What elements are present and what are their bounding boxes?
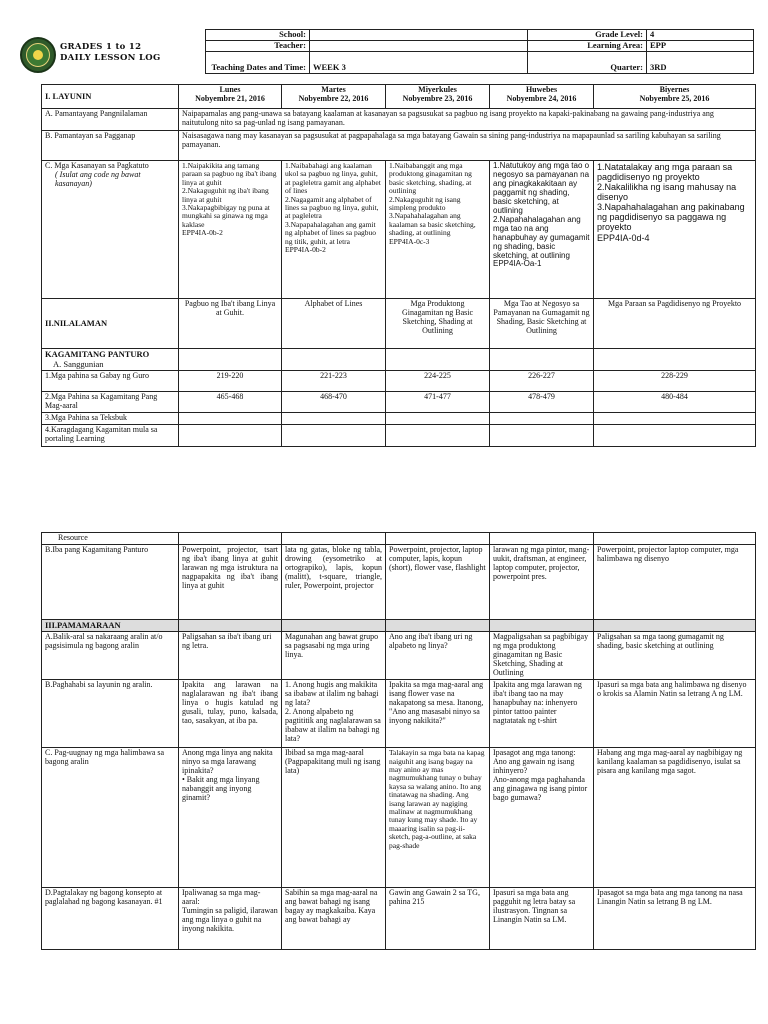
teaching-dates-label: Teaching Dates and Time: bbox=[206, 52, 310, 74]
empty-cell bbox=[282, 349, 386, 371]
empty-cell bbox=[386, 424, 490, 446]
day-header: Miyerkules Nobyembre 23, 2016 bbox=[386, 85, 490, 109]
school-label: School: bbox=[206, 30, 310, 41]
procedure-cell: Anong mga linya ang nakita ninyo sa mga larawang ipinakita? • Bakit ang mga linyang nabanggit ang inyong ginamit? bbox=[179, 748, 282, 888]
title-line-2: DAILY LESSON LOG bbox=[60, 53, 161, 64]
procedure-cell: Ipakita sa mga mag-aaral ang isang flower vase na nakapatong sa mesa. Itanong, "Ano ang masasabi ninyo sa inyong nakikita?" bbox=[386, 680, 490, 748]
empty-cell bbox=[179, 412, 282, 424]
row-label: B.Paghahabi sa layunin ng aralin. bbox=[42, 680, 179, 748]
day-header: Lunes Nobyembre 21, 2016 bbox=[179, 85, 282, 109]
empty-cell bbox=[490, 412, 594, 424]
kasanayan-cell: 1.Natutukoy ang mga tao o negosyo sa pamayanan na ang pinagkakakitaan ay paggamit ng shading, basic sketching, at outlining 2.Napahahalagahan ang mga tao na ang hanapbuhay ay gumagamit ng shading, basic sketching, at outlining EPP4IA-Oa-1 bbox=[490, 161, 594, 299]
nilalaman-cell: Mga Tao at Negosyo sa Pamayanan na Gumagamit ng Shading, Basic Sketching at Outlining bbox=[490, 299, 594, 349]
lesson-log-table-page-1 bbox=[41, 84, 756, 447]
empty-cell bbox=[282, 412, 386, 424]
page-1 bbox=[0, 0, 768, 480]
empty-cell bbox=[179, 533, 282, 545]
row-label: C. Pag-uugnay ng mga halimbawa sa bagong aralin bbox=[42, 748, 179, 888]
header-info-table bbox=[205, 29, 754, 74]
pages-cell: 219-220 bbox=[179, 371, 282, 392]
kagamitang-mag-aaral-row bbox=[42, 392, 756, 413]
pages-cell: 226-227 bbox=[490, 371, 594, 392]
procedure-cell: Habang ang mga mag-aaral ay nagbibigay ng kanilang kaalaman sa pagdidisenyo, isulat sa pisara ang kanilang mga sagot. bbox=[594, 748, 756, 888]
procedure-cell: 1. Anong hugis ang makikita sa ibabaw at ilalim ng bahagi ng lata? 2. Anong alpabeto ng pagtititik ang naglalarawan sa ibabaw at ilalim na bahagi ng lata? bbox=[282, 680, 386, 748]
row-label: 1.Mga pahina sa Gabay ng Guro bbox=[42, 371, 179, 392]
pages-cell: 221-223 bbox=[282, 371, 386, 392]
pages-cell: 468-470 bbox=[282, 392, 386, 413]
procedure-cell: Paligsahan sa mga taong gumagamit ng shading, basic sketching at outlining bbox=[594, 632, 756, 680]
nilalaman-cell: Mga Produktong Ginagamitan ng Basic Sketching, Shading at Outlining bbox=[386, 299, 490, 349]
empty-cell bbox=[594, 619, 756, 632]
learning-area-label: Learning Area: bbox=[528, 41, 647, 52]
empty-cell bbox=[179, 349, 282, 371]
paghahabi-row bbox=[42, 680, 756, 748]
pages-cell: 224-225 bbox=[386, 371, 490, 392]
procedure-cell: Ipasagot ang mga tanong: Ano ang gawain ng isang inhinyero? Ano-anong mga paghahanda ang ginagawa ng isang pintor bago gumawa? bbox=[490, 748, 594, 888]
page-2 bbox=[0, 532, 768, 1024]
layunin-heading: I. LAYUNIN bbox=[42, 85, 179, 109]
empty-cell bbox=[386, 619, 490, 632]
teacher-label: Teacher: bbox=[206, 41, 310, 52]
day-header-row bbox=[42, 85, 756, 109]
procedure-cell: Talakayin sa mga bata na kapag naiguhit ang isang bagay na may anino ay mas nagmumukhang tunay o buhay kaysa sa walang anino. Ito ang tinatawag na shading. Ang isang larawan ay nagiging malinaw at nagmumukhang tunay kung may shade. Ito ay maaaring isalin sa pag-ii-sketch, pag-a-outline, at saka pag-shade bbox=[386, 748, 490, 888]
learning-area-value: EPP bbox=[647, 41, 754, 52]
empty-cell bbox=[179, 424, 282, 446]
row-label: 4.Karagdagang Kagamitan mula sa portaling Learning bbox=[42, 424, 179, 446]
row-label: A.Balik-aral sa nakaraang aralin at/o pagsisimula ng bagong aralin bbox=[42, 632, 179, 680]
resource-cell: lata ng gatas, bloke ng tabla, drowing (eysometriko at ortograpiko), lapis, kopun (malitt), t-square, triangle, ruler, Powerpoint, projector bbox=[282, 544, 386, 619]
empty-cell bbox=[490, 619, 594, 632]
school-value bbox=[310, 30, 528, 41]
pamantayan-sa-pagganap-row bbox=[42, 131, 756, 161]
kasanayan-note: ( Isulat ang code ng bawat kasanayan) bbox=[55, 169, 141, 188]
balik-aral-row bbox=[42, 632, 756, 680]
empty-cell bbox=[282, 533, 386, 545]
pagtalakay-row bbox=[42, 888, 756, 950]
procedure-cell: Ipasagot sa mga bata ang mga tanong na nasa Linangin Natin sa letrang B ng LM. bbox=[594, 888, 756, 950]
nilalaman-cell: Alphabet of Lines bbox=[282, 299, 386, 349]
row-label: B.Iba pang Kagamitang Panturo bbox=[42, 544, 179, 619]
kasanayan-cell: 1.Naibabahagi ang kaalaman ukol sa pagbuo ng linya, guhit, at pagleletra gamit ang alphabet of lines 2.Nagagamit ang alphabet of lines sa pagbuo ng linya, guhit, at pagleletra 3.Napapahalagahan ang gamit ng alphabet of lines sa pagbuo ng titik, guhit, at letra EPP4IA-0b-2 bbox=[282, 161, 386, 299]
quarter-value: 3RD bbox=[647, 52, 754, 74]
kasanayan-row bbox=[42, 161, 756, 299]
empty-cell bbox=[594, 349, 756, 371]
pages-cell: 478-479 bbox=[490, 392, 594, 413]
row-label: D.Pagtalakay ng bagong konsepto at paglalahad ng bagong kasanayan. #1 bbox=[42, 888, 179, 950]
empty-cell bbox=[282, 424, 386, 446]
sanggunian-label: A. Sanggunian bbox=[53, 358, 104, 369]
iba-pang-kagamitan-row bbox=[42, 544, 756, 619]
resource-row bbox=[42, 533, 756, 545]
grade-level-value: 4 bbox=[647, 30, 754, 41]
procedure-cell: Ipasuri sa mga bata ang pagguhit ng letra batay sa ilustrasyon. Tingnan sa Linangin Natin sa LM. bbox=[490, 888, 594, 950]
pamantayan-sa-pagganap-text: Naisasagawa nang may kasanayan sa pagsusukat at pagpapahalaga sa mga batayang Gawain sa sining pang-industriya na mapapaunlad sa sariling kabuhayan sa sariling pamayanan. bbox=[179, 131, 756, 161]
row-label: A. Pamantayang Pangnilalaman bbox=[42, 109, 179, 131]
empty-cell bbox=[386, 412, 490, 424]
day-header: Huwebes Nobyembre 24, 2016 bbox=[490, 85, 594, 109]
pamamaraan-heading-row bbox=[42, 619, 756, 632]
procedure-cell: Ano ang iba't ibang uri ng alpabeto ng linya? bbox=[386, 632, 490, 680]
empty-cell bbox=[386, 533, 490, 545]
procedure-cell: Ipakita ang larawan na naglalarawan ng iba't ibang linya o hugis katulad ng gusali, tulay, puno, kalsada, tao, sasakyan, at iba pa. bbox=[179, 680, 282, 748]
empty-cell bbox=[594, 412, 756, 424]
kagamitan-heading: KAGAMITANG PANTURO A. Sanggunian bbox=[42, 349, 179, 371]
kagamitan-row bbox=[42, 349, 756, 371]
lesson-log-table-page-2 bbox=[41, 532, 756, 950]
pag-uugnay-row bbox=[42, 748, 756, 888]
row-label: 3.Mga Pahina sa Teksbuk bbox=[42, 412, 179, 424]
resource-cell: Powerpoint, projector, laptop computer, lapis, kopun (short), flower vase, flashlight bbox=[386, 544, 490, 619]
document-title bbox=[60, 42, 161, 65]
procedure-cell: Ipasuri sa mga bata ang halimbawa ng disenyo o krokis sa Alamin Natin sa letrang A ng LM. bbox=[594, 680, 756, 748]
gabay-guro-row bbox=[42, 371, 756, 392]
resource-cell: larawan ng mga pintor, mang-uukit, draftsman, at engineer, laptop computer, projector, powerpoint pres. bbox=[490, 544, 594, 619]
title-line-1: GRADES 1 to 12 bbox=[60, 42, 142, 52]
resource-cell: Powerpoint, projector, tsart ng iba't ibang linya at guhit larawan ng mga istruktura na nagpapakita ng iba't ibang linya at guhit bbox=[179, 544, 282, 619]
day-header: Martes Nobyembre 22, 2016 bbox=[282, 85, 386, 109]
kasanayan-cell: 1.Naibabanggit ang mga produktong ginagamitan ng basic sketching, shading, at outlining 2.Nakaguguhit ng isang simpleng produkto 3.Napahahalagahan ang kaalaman sa basic sketching, shading, at outlining EPP4IA-0c-3 bbox=[386, 161, 490, 299]
nilalaman-row bbox=[42, 299, 756, 349]
procedure-cell: Ibibad sa mga mag-aaral (Pagpapakitang muli ng isang lata) bbox=[282, 748, 386, 888]
karagdagang-kagamitan-row bbox=[42, 424, 756, 446]
procedure-cell: Ipakita ang mga larawan ng iba't ibang tao na may hanapbuhay na: inhenyero pintor tattoo painter nagtatatak ng t-shirt bbox=[490, 680, 594, 748]
empty-cell bbox=[594, 533, 756, 545]
pages-cell: 480-484 bbox=[594, 392, 756, 413]
pamantayang-pangnilalaman-text: Naipapamalas ang pang-unawa sa batayang kaalaman at kasanayan sa pagsusukat sa pagbuo ng isang proyekto na kapaki-pakinabang na gawaing pang-industriya ang naitutulong nito sa pag-unlad ng isang pamayanan. bbox=[179, 109, 756, 131]
nilalaman-cell: Pagbuo ng Iba't ibang Linya at Guhit. bbox=[179, 299, 282, 349]
nilalaman-cell: Mga Paraan sa Pagdidisenyo ng Proyekto bbox=[594, 299, 756, 349]
teacher-value bbox=[310, 41, 528, 52]
procedure-cell: Gawin ang Gawain 2 sa TG, pahina 215 bbox=[386, 888, 490, 950]
kasanayan-cell: 1.Natatalakay ang mga paraan sa pagdidisenyo ng proyekto 2.Nakalilikha ng isang mahusay na disenyo 3.Napahahalagahan ang pakinabang ng pagdidisenyo sa paggawa ng proyekto EPP4IA-0d-4 bbox=[594, 161, 756, 299]
procedure-cell: Sabihin sa mga mag-aaral na ang bawat bahagi ng isang bagay ay magkakaiba. Kaya ang bawat bahagi ay bbox=[282, 888, 386, 950]
teaching-dates-value: WEEK 3 bbox=[310, 52, 528, 74]
procedure-cell: Magunahan ang bawat grupo sa pagsasabi ng mga uring linya. bbox=[282, 632, 386, 680]
row-label: B. Pamantayan sa Pagganap bbox=[42, 131, 179, 161]
procedure-cell: Ipaliwanag sa mga mag-aaral: Tumingin sa paligid, ilarawan ang mga linya o guhit na inyong nakikita. bbox=[179, 888, 282, 950]
procedure-cell: Paligsahan sa iba't ibang uri ng letra. bbox=[179, 632, 282, 680]
empty-cell bbox=[386, 349, 490, 371]
row-label: C. Mga Kasanayan sa Pagkatuto ( Isulat ang code ng bawat kasanayan) bbox=[42, 161, 179, 299]
nilalaman-heading: II.NILALAMAN bbox=[42, 299, 179, 349]
empty-cell bbox=[490, 424, 594, 446]
pages-cell: 228-229 bbox=[594, 371, 756, 392]
procedure-cell: Magpaligsahan sa pagbibigay ng mga produktong ginagamitan ng Basic Sketching, Shading at Outlining bbox=[490, 632, 594, 680]
pamantayang-pangnilalaman-row bbox=[42, 109, 756, 131]
empty-cell bbox=[490, 349, 594, 371]
pages-cell: 465-468 bbox=[179, 392, 282, 413]
empty-cell bbox=[179, 619, 282, 632]
kasanayan-cell: 1.Naipakikita ang tamang paraan sa pagbuo ng iba't ibang linya at guhit 2.Nakaguguhit ng iba't ibang linya at guhit 3.Nakapagbibigay ng puna at mungkahi sa ginawa ng mga kaklase EPP4IA-0b-2 bbox=[179, 161, 282, 299]
grade-level-label: Grade Level: bbox=[528, 30, 647, 41]
empty-cell bbox=[490, 533, 594, 545]
empty-cell bbox=[282, 619, 386, 632]
row-label: Resource bbox=[42, 533, 179, 545]
pamamaraan-heading: III.PAMAMARAAN bbox=[42, 619, 179, 632]
empty-cell bbox=[594, 424, 756, 446]
teksbuk-row bbox=[42, 412, 756, 424]
pages-cell: 471-477 bbox=[386, 392, 490, 413]
deped-seal-icon bbox=[20, 37, 56, 73]
day-header: Biyernes Nobyembre 25, 2016 bbox=[594, 85, 756, 109]
resource-cell: Powerpoint, projector laptop computer, mga halimbawa ng disenyo bbox=[594, 544, 756, 619]
row-label: 2.Mga Pahina sa Kagamitang Pang Mag-aaral bbox=[42, 392, 179, 413]
quarter-label: Quarter: bbox=[528, 52, 647, 74]
